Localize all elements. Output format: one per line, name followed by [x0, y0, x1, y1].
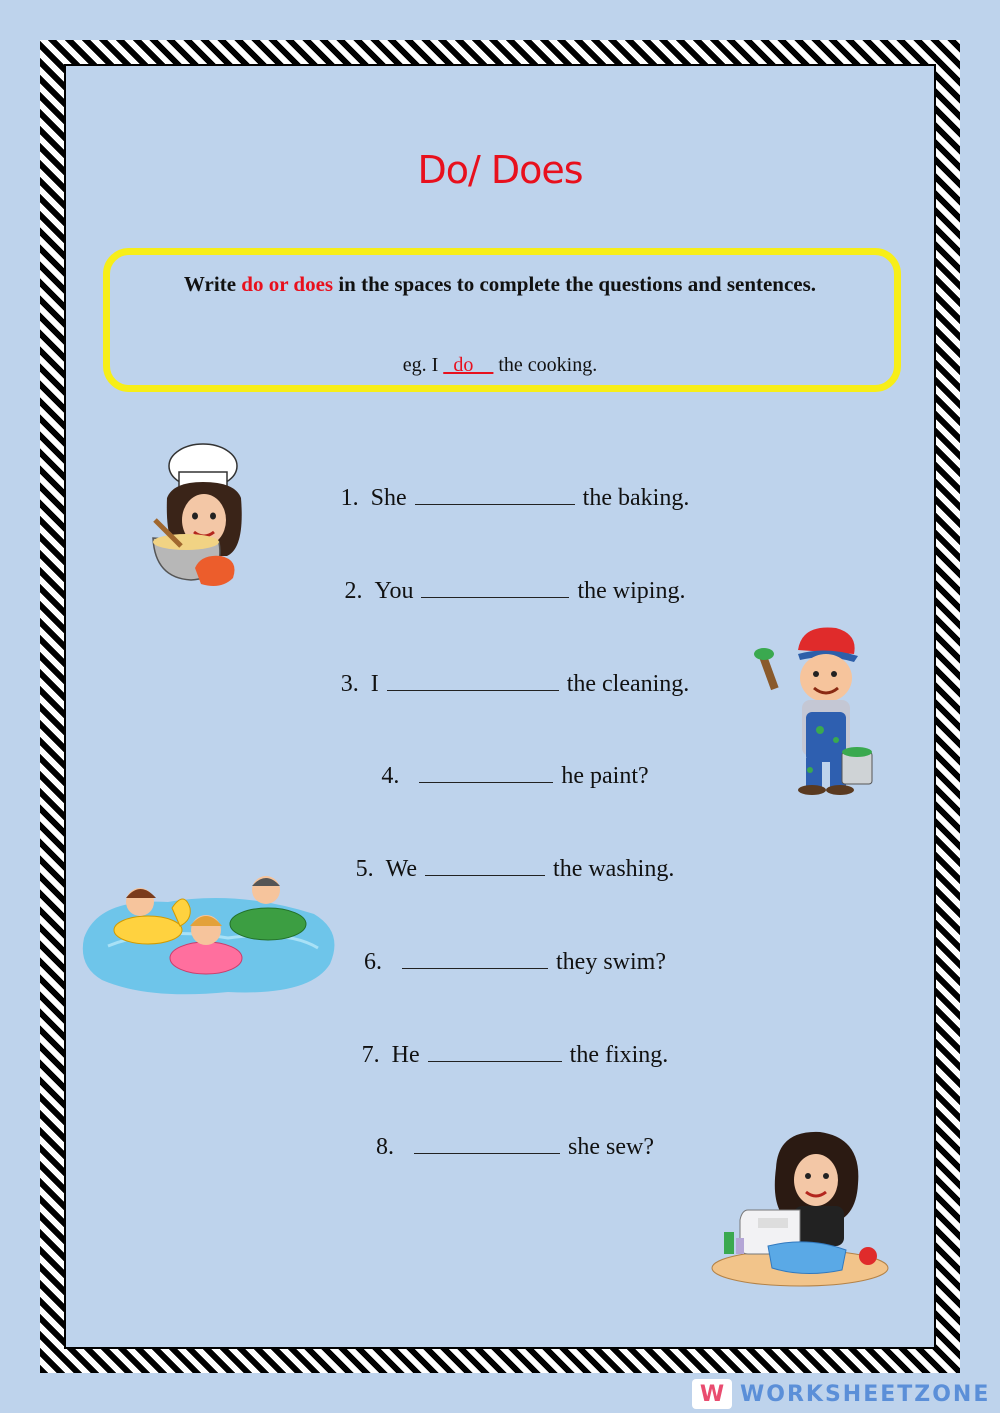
exercise-item-3: 3. I the cleaning. [340, 671, 690, 697]
painter-boy-illustration [750, 620, 880, 796]
answer-blank-8[interactable] [414, 1133, 560, 1154]
brand-name: WORKSHEETZONE [740, 1381, 991, 1407]
exercise-item-8: 8. she sew? [376, 1134, 654, 1160]
answer-blank-5[interactable] [425, 855, 545, 876]
answer-blank-2[interactable] [421, 577, 569, 598]
answer-blank-7[interactable] [428, 1041, 562, 1062]
answer-blank-4[interactable] [419, 762, 553, 783]
exercise-item-4: 4. he paint? [381, 763, 649, 789]
page-title: Do/ Does [417, 148, 583, 192]
instruction-text: Write do or does in the spaces to complete the questions and sentences. [183, 272, 817, 296]
answer-blank-3[interactable] [387, 670, 559, 691]
instruction-highlight: do or does [241, 272, 334, 296]
kids-swimming-illustration [78, 868, 340, 1002]
example-answer: _do__ [443, 354, 494, 376]
exercise-item-1: 1. She the baking. [340, 485, 690, 511]
answer-blank-6[interactable] [402, 948, 548, 969]
example-sentence: eg. I _do__ the cooking. [402, 354, 598, 376]
exercise-item-2: 2. You the wiping. [344, 578, 686, 604]
woman-sewing-illustration [708, 1128, 892, 1292]
brand-badge: W [692, 1379, 732, 1409]
exercise-item-7: 7. He the fixing. [361, 1042, 669, 1068]
exercise-item-6: 6. they swim? [364, 949, 666, 975]
chef-baking-illustration [135, 438, 255, 594]
answer-blank-1[interactable] [415, 484, 575, 505]
footer-logo [692, 1376, 992, 1412]
exercise-item-5: 5. We the washing. [355, 856, 675, 882]
